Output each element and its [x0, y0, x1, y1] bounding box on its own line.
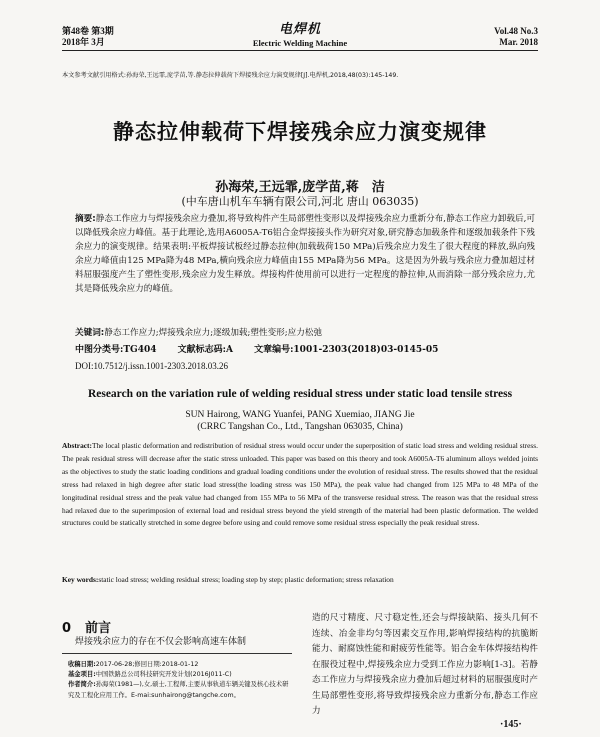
keywords-en-text: static load stress; welding residual stress; loading step by step; plastic deformation; stress relaxation — [98, 575, 394, 584]
title-en: Research on the variation rule of welding residual stress under static load tensile stress — [87, 388, 513, 400]
footnote-rule — [62, 653, 292, 654]
header-rule — [62, 50, 538, 51]
volume-cn: 第48卷 第3期 — [62, 26, 114, 36]
date-en: Mar. 2018 — [499, 37, 538, 47]
doi: DOI:10.7512/j.issn.1001-2303.2018.03.26 — [75, 361, 228, 371]
keywords-en-label: Key words: — [62, 575, 99, 584]
fund-label: 基金项目: — [68, 671, 96, 679]
journal-name-en: Electric Welding Machine — [252, 38, 348, 48]
keywords-cn — [75, 326, 535, 340]
document-code: 文献标志码:A — [177, 345, 233, 355]
affiliation-en: (CRRC Tangshan Co., Ltd., Tangshan 063035, China) — [197, 422, 403, 432]
received-dates: 2017-06-28;修回日期:2018-01-12 — [95, 661, 199, 668]
footnote-bio — [68, 680, 293, 700]
journal-logo: 电焊机 — [278, 22, 321, 37]
citation-format: 本文参考文献引用格式:孙海荣,王远霏,庞学苗,等.静态拉伸载荷下焊接残余应力演变规律[J].电焊机,2018,48(03):145-149. — [62, 72, 399, 79]
keywords-cn-label: 关键词: — [75, 328, 105, 338]
authors-en: SUN Hairong, WANG Yuanfei, PANG Xuemiao, JIANG Jie — [185, 410, 415, 420]
section-heading — [62, 617, 111, 636]
title-cn: 静态拉伸载荷下焊接残余应力演变规律 — [113, 120, 487, 144]
date-cn: 2018年 3月 — [62, 37, 105, 47]
volume-en: Vol.48 No.3 — [494, 26, 538, 36]
section-number: 0 — [62, 621, 72, 636]
footnote-fund — [68, 670, 293, 680]
keywords-en — [62, 575, 538, 584]
abstract-cn-label: 摘要: — [75, 214, 96, 224]
abstract-cn — [75, 212, 535, 296]
article-number: 文章编号:1001-2303(2018)03-0145-05 — [254, 345, 439, 355]
affiliation-cn: (中车唐山机车车辆有限公司,河北 唐山 063035) — [181, 195, 419, 208]
abstract-cn-text: 静态工作应力与焊接残余应力叠加,将导致构件产生局部塑性变形以及焊接残余应力重新分布,静态工作应力卸载后,可以降低残余应力峰值。基于此理论,选用A6005A-T6铝合金焊接接头作为研究对象,研究静态加载条件和逐级加载条件下残余应力的演变规律。结果表明:平板焊接试板经过静态拉伸(加载载荷150 MPa)后残余应力发生了很大程度的释放,纵向残余应力峰值由125 MPa降为48 MPa,横向残余应力峰值由155 MPa降为56 MPa。这是因为外载与残余应力叠加超过材料屈服强度产生了塑性变形,残余应力发生释放。焊接构件使用前可以进行一定程度的静拉伸,从而消除一部分残余应力,尤其是降低残余应力的峰值。 — [75, 214, 536, 294]
abstract-en-text: The local plastic deformation and redistribution of residual stress would occur under the superposition of static load stress and welding residual stress. The peak residual stress will decrease after the static stress unloaded. This paper was based on this theory and took A6005A-T6 aluminum alloys welded joints as the objectives to study the static loading conditions and gradual loading conditions under the evolution of residual stress. The results showed that the residual stress had relaxed in high degree after static load stress(the loading stress was 150 MPa), the peak value had changed from 125 MPa to 48 MPa of the longitudinal residual stress and the peak value had changed from 155 MPa to 56 MPa of the transverse residual stress. The reason was that the residual stress had relaxed due to the superimposion of external load and residual stress beyond the yield strength of the material had been plastic deformation. The welded structures could be statically stretched in some degree before using and could remove some residual stress especially the peak residual stress. — [62, 441, 538, 528]
bio-label: 作者简介: — [68, 681, 96, 689]
abstract-en — [62, 440, 538, 530]
keywords-cn-text: 静态工作应力;焊接残余应力;逐级加载;塑性变形;应力松弛 — [104, 328, 323, 338]
body-text-left: 焊接残余应力的存在不仅会影响高速车体制 — [75, 637, 247, 647]
abstract-en-label: Abstract: — [62, 441, 92, 450]
authors-cn: 孙海荣,王远霏,庞学苗,蒋 洁 — [215, 180, 385, 195]
clc-number: 中图分类号:TG404 — [75, 345, 157, 355]
bio-text: 孙海荣(1981—),女,硕士,工程师,主要从事轨道车辆关键及核心技术研究及工程化应用工作。E-mai:sunhairong@tangche.com。 — [68, 681, 289, 699]
section-title: 前言 — [85, 621, 112, 636]
fund-text: 中国铁路总公司科技研究开发计划(2016J011-C) — [95, 671, 232, 679]
footnote-received — [68, 660, 293, 670]
body-text-right: 造的尺寸精度、尺寸稳定性,还会与焊接缺陷、接头几何不连续、冶金非均匀等因素交互作用,影响焊接结构的抗脆断能力、耐腐蚀性能和耐疲劳性能等。铝合金车体焊接结构件在服役过程中,焊接残余应力受到工作应力影响[1-3]。若静态工作应力与焊接残余应力叠加后超过材料的屈服强度时产生局部塑性变形,将导致焊接残余应力重新分布,静态工作应力 — [312, 613, 538, 716]
page-number: ·145· — [500, 719, 522, 730]
received-label: 收稿日期: — [68, 661, 96, 668]
footnote — [68, 660, 293, 701]
header-right — [494, 26, 538, 48]
classification-row — [75, 343, 545, 357]
